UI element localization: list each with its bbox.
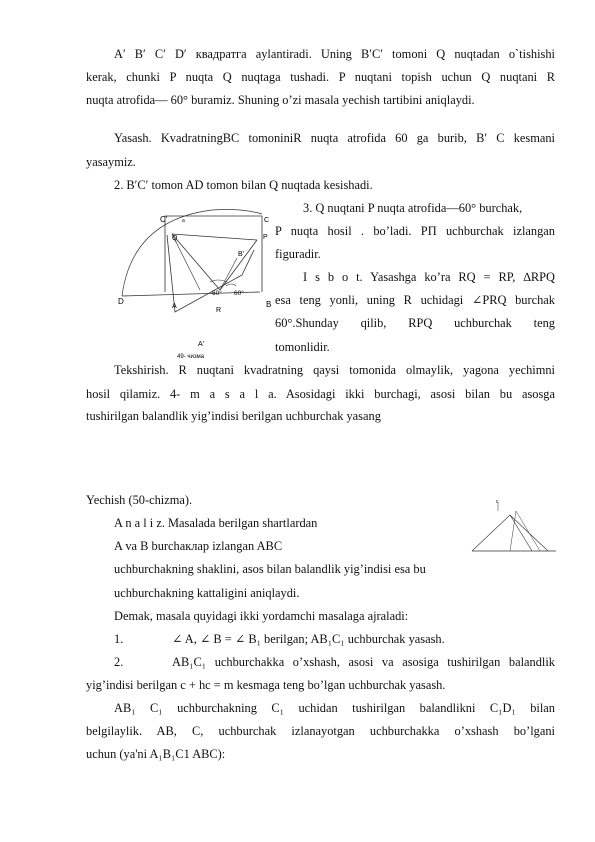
final-paragraph-line-2: belgilaylik. AB, C, uchburchak izlanayotgan uchburchakka o’xshash bo’lgani <box>86 724 555 738</box>
label-c: C <box>264 217 270 224</box>
analysis-line-5: Demak, masala quyidagi ikki yordamchi masalaga ajraladi: <box>114 609 409 623</box>
label-r: R <box>216 307 222 314</box>
paragraph-1-line-1: A′ B′ C′ D′ квадратга aylantiradi. Uning B′C′ tomoni Q nuqtadan o`tishishi <box>114 47 555 61</box>
paragraph-2-line-1: Yasash. KvadratningBC tomoniniR nuqta atrofida 60 ga burib, B′ C kesmani <box>114 131 555 145</box>
figure-49-caption: 49- чизма <box>177 354 205 360</box>
list-item-2-line-1: AB₁C₁ uchburchakka o’xshash, asosi va asosiga tushirilgan balandlik <box>172 655 555 669</box>
step-3-line-3: figuradir. <box>275 247 321 261</box>
paragraph-1-line-2: kerak, chunki P nuqta Q nuqtaga tushadi. P nuqtani topish uchun Q nuqtani R <box>86 70 555 84</box>
label-small-a: a <box>182 218 185 224</box>
step-3-line-2: P nuqta hosil . bo’ladi. PП uchburchak izlangan <box>275 224 555 238</box>
label-b: B <box>266 300 272 309</box>
step-2-text: 2. B′C′ tomon AD tomon bilan Q nuqtada kesishadi. <box>114 178 373 192</box>
label-d: D <box>118 297 124 306</box>
label-angle-2: 60° <box>234 290 244 297</box>
analysis-line-3: uchburchakning shaklini, asos bilan balandlik yig’indisi esa bu <box>114 562 426 576</box>
final-paragraph-line-3: uchun (ya'ni A₁B₁C1 ABC): <box>86 747 226 761</box>
list-item-2-number: 2. <box>114 655 124 669</box>
list-item-1-number: 1. <box>114 632 124 646</box>
label-angle-1: 60° <box>212 290 222 297</box>
check-line-1: Tekshirish. R nuqtani kvadratning qaysi tomonida olmaylik, yagona yechimni <box>114 363 555 377</box>
list-item-1-text: ∠ A, ∠ B = ∠ B₁ berilgan; AB₁C₁ uchburchak yasash. <box>172 632 445 646</box>
label-a: A <box>172 303 177 310</box>
figure-50-diagram <box>470 497 558 557</box>
step-3-line-1: 3. Q nuqtani P nuqta atrofida—60° burchak, <box>303 201 523 215</box>
label-c-prime: C′ <box>160 215 168 224</box>
paragraph-1-line-3: nuqta atrofida— 60° buramiz. Shuning o’zi masala yechish tartibini aniqlaydi. <box>86 93 475 107</box>
paragraph-2-line-2: yasaymiz. <box>86 155 136 169</box>
proof-line-4: tomonlidir. <box>275 340 330 354</box>
label-a-prime: A′ <box>198 341 204 348</box>
figure-50-label: c <box>496 499 499 505</box>
label-q: Q <box>172 235 178 242</box>
figure-49-diagram <box>112 200 274 360</box>
solution-heading: Yechish (50-chizma). <box>86 493 193 507</box>
final-paragraph-line-1: AB₁ C₁ uchburchakning C₁ uchidan tushirilgan balandlikni C₁D₁ bilan <box>114 701 555 715</box>
check-line-2: hosil qilamiz. 4- m a s a l a. Asosidagi ikki burchagi, asosi bilan bu asosga <box>86 387 555 401</box>
proof-line-3: 60°.Shunday qilib, RPQ uchburchak teng <box>275 316 555 330</box>
proof-line-2: esa teng yonli, uning R uchidagi ∠PRQ burchak <box>275 293 555 307</box>
label-p: P <box>263 234 268 241</box>
analysis-line-4: uchburchakning kattaligini aniqlaydi. <box>114 586 300 600</box>
check-line-3: tushirilgan balandlik yig’indisi berilgan uchburchak yasang <box>86 409 381 423</box>
analysis-line-1: A n a l i z. Masalada berilgan shartlardan <box>114 516 318 530</box>
list-item-2-line-2: yig’indisi berilgan c + hc = m kesmaga teng bo’lgan uchburchak yasash. <box>86 678 446 692</box>
proof-line-1: I s b o t. Yasashga ko’ra RQ = RP, ∆RPQ <box>303 270 555 284</box>
analysis-line-2: A va B burchaклар izlangan ABC <box>114 539 283 553</box>
label-b-prime: B′ <box>238 251 244 258</box>
